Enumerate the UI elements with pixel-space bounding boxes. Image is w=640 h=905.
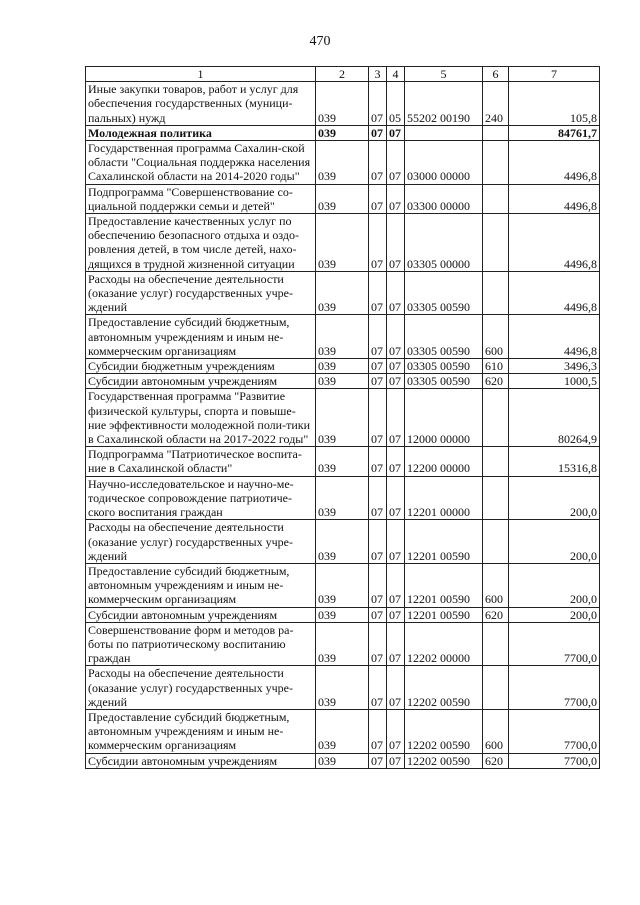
expense-type-cell [483,520,509,564]
subsection-code-cell: 07 [387,607,405,622]
expense-type-cell: 600 [483,315,509,359]
chapter-code-cell: 039 [316,271,369,315]
chapter-code-cell: 039 [316,666,369,710]
row-name-cell: Предоставление субсидий бюджетным, автономным учреждениям и иным не-коммерческим организациям [86,709,316,753]
table-row [86,214,600,272]
subsection-code-cell: 07 [387,476,405,520]
chapter-code-cell: 039 [316,753,369,768]
row-name-cell: Государственная программа "Развитие физической культуры, спорта и повыше-ние эффективности молодежной поли-тики в Сахалинской области на 2017-2022 годы" [86,389,316,447]
target-article-cell: 12200 00000 [405,447,483,476]
expense-type-cell: 600 [483,563,509,607]
amount-cell: 4496,8 [509,184,600,213]
amount-cell: 7700,0 [509,622,600,666]
target-article-cell: 12201 00590 [405,563,483,607]
target-article-cell: 03300 00000 [405,184,483,213]
expense-type-cell [483,476,509,520]
column-header: 5 [405,67,483,82]
table-row [86,184,600,213]
amount-cell: 7700,0 [509,666,600,710]
amount-cell: 15316,8 [509,447,600,476]
table-row [86,476,600,520]
row-name-cell: Государственная программа Сахалин-ской области "Социальная поддержка населения Сахалинской области на 2014-2020 годы" [86,141,316,185]
expense-type-cell [483,141,509,185]
amount-cell: 7700,0 [509,753,600,768]
subsection-code-cell: 07 [387,709,405,753]
chapter-code-cell: 039 [316,82,369,126]
amount-cell: 200,0 [509,520,600,564]
subsection-code-cell: 07 [387,214,405,272]
expense-type-cell [483,125,509,140]
subsection-code-cell: 07 [387,125,405,140]
chapter-code-cell: 039 [316,315,369,359]
table-row [86,447,600,476]
subsection-code-cell: 07 [387,520,405,564]
subsection-code-cell: 07 [387,374,405,389]
section-code-cell: 07 [369,520,387,564]
section-code-cell: 07 [369,82,387,126]
expense-type-cell [483,666,509,710]
row-name-cell: Субсидии автономным учреждениям [86,753,316,768]
row-name-cell: Подпрограмма "Патриотическое воспита-ние в Сахалинской области" [86,447,316,476]
target-article-cell: 12201 00590 [405,520,483,564]
subsection-code-cell: 07 [387,447,405,476]
chapter-code-cell: 039 [316,520,369,564]
expense-type-cell: 600 [483,709,509,753]
table-header-row [86,67,600,82]
amount-cell: 200,0 [509,607,600,622]
table-row [86,271,600,315]
subsection-code-cell: 07 [387,666,405,710]
amount-cell: 84761,7 [509,125,600,140]
table-row [86,607,600,622]
amount-cell: 200,0 [509,476,600,520]
subsection-code-cell: 07 [387,753,405,768]
target-article-cell: 12201 00590 [405,607,483,622]
row-name-cell: Иные закупки товаров, работ и услуг для обеспечения государственных (муници-пальных) нужд [86,82,316,126]
column-header: 4 [387,67,405,82]
section-code-cell: 07 [369,622,387,666]
row-name-cell: Молодежная политика [86,125,316,140]
amount-cell: 7700,0 [509,709,600,753]
table-row [86,520,600,564]
amount-cell: 4496,8 [509,315,600,359]
amount-cell: 200,0 [509,563,600,607]
column-header: 2 [316,67,369,82]
subsection-code-cell: 07 [387,563,405,607]
subsection-code-cell: 07 [387,389,405,447]
expense-type-cell: 620 [483,607,509,622]
chapter-code-cell: 039 [316,184,369,213]
table-row [86,359,600,374]
section-code-cell: 07 [369,753,387,768]
chapter-code-cell: 039 [316,125,369,140]
chapter-code-cell: 039 [316,622,369,666]
amount-cell: 80264,9 [509,389,600,447]
amount-cell: 4496,8 [509,271,600,315]
table-row [86,82,600,126]
amount-cell: 4496,8 [509,141,600,185]
subsection-code-cell: 07 [387,184,405,213]
subsection-code-cell: 07 [387,315,405,359]
row-name-cell: Расходы на обеспечение деятельности (оказание услуг) государственных учре-ждений [86,271,316,315]
expense-type-cell [483,389,509,447]
section-code-cell: 07 [369,607,387,622]
section-code-cell: 07 [369,359,387,374]
expense-type-cell [483,271,509,315]
expense-type-cell [483,184,509,213]
page-number: 470 [309,34,331,49]
expense-type-cell [483,214,509,272]
section-code-cell: 07 [369,447,387,476]
target-article-cell: 12202 00000 [405,622,483,666]
column-header: 6 [483,67,509,82]
section-code-cell: 07 [369,374,387,389]
target-article-cell: 12202 00590 [405,666,483,710]
amount-cell: 105,8 [509,82,600,126]
table-row [86,374,600,389]
target-article-cell: 03305 00590 [405,315,483,359]
target-article-cell: 12202 00590 [405,753,483,768]
target-article-cell: 12202 00590 [405,709,483,753]
amount-cell: 4496,8 [509,214,600,272]
table-row [86,125,600,140]
section-code-cell: 07 [369,389,387,447]
chapter-code-cell: 039 [316,563,369,607]
subsection-code-cell: 05 [387,82,405,126]
table-row [86,622,600,666]
section-code-cell: 07 [369,315,387,359]
expense-type-cell [483,622,509,666]
column-header: 1 [86,67,316,82]
row-name-cell: Субсидии автономным учреждениям [86,374,316,389]
target-article-cell: 03305 00590 [405,374,483,389]
chapter-code-cell: 039 [316,476,369,520]
chapter-code-cell: 039 [316,141,369,185]
expense-type-cell: 240 [483,82,509,126]
target-article-cell: 03305 00590 [405,359,483,374]
row-name-cell: Субсидии автономным учреждениям [86,607,316,622]
chapter-code-cell: 039 [316,389,369,447]
expense-type-cell [483,447,509,476]
chapter-code-cell: 039 [316,374,369,389]
chapter-code-cell: 039 [316,359,369,374]
column-header: 3 [369,67,387,82]
table-row [86,753,600,768]
section-code-cell: 07 [369,141,387,185]
section-code-cell: 07 [369,184,387,213]
row-name-cell: Субсидии бюджетным учреждениям [86,359,316,374]
row-name-cell: Совершенствование форм и методов ра-боты по патриотическому воспитанию граждан [86,622,316,666]
section-code-cell: 07 [369,476,387,520]
section-code-cell: 07 [369,563,387,607]
section-code-cell: 07 [369,709,387,753]
section-code-cell: 07 [369,666,387,710]
section-code-cell: 07 [369,125,387,140]
row-name-cell: Предоставление субсидий бюджетным, автономным учреждениям и иным не-коммерческим организациям [86,315,316,359]
target-article-cell [405,125,483,140]
chapter-code-cell: 039 [316,607,369,622]
budget-table [85,66,600,769]
table-row [86,315,600,359]
chapter-code-cell: 039 [316,709,369,753]
subsection-code-cell: 07 [387,622,405,666]
target-article-cell: 12201 00000 [405,476,483,520]
amount-cell: 1000,5 [509,374,600,389]
section-code-cell: 07 [369,214,387,272]
table-row [86,563,600,607]
table-row [86,389,600,447]
row-name-cell: Предоставление субсидий бюджетным, автономным учреждениям и иным не-коммерческим организациям [86,563,316,607]
target-article-cell: 03305 00000 [405,214,483,272]
expense-type-cell: 620 [483,753,509,768]
subsection-code-cell: 07 [387,271,405,315]
subsection-code-cell: 07 [387,359,405,374]
target-article-cell: 03305 00590 [405,271,483,315]
target-article-cell: 03000 00000 [405,141,483,185]
target-article-cell: 12000 00000 [405,389,483,447]
chapter-code-cell: 039 [316,214,369,272]
table-row [86,709,600,753]
row-name-cell: Подпрограмма "Совершенствование со-циальной поддержки семьи и детей" [86,184,316,213]
table-row [86,666,600,710]
target-article-cell: 55202 00190 [405,82,483,126]
row-name-cell: Расходы на обеспечение деятельности (оказание услуг) государственных учре-ждений [86,520,316,564]
row-name-cell: Расходы на обеспечение деятельности (оказание услуг) государственных учре-ждений [86,666,316,710]
row-name-cell: Предоставление качественных услуг по обеспечению безопасного отдыха и оздо-ровления детей, в том числе детей, нахо-дящихся в трудной жизненной ситуации [86,214,316,272]
column-header: 7 [509,67,600,82]
expense-type-cell: 610 [483,359,509,374]
amount-cell: 3496,3 [509,359,600,374]
expense-type-cell: 620 [483,374,509,389]
row-name-cell: Научно-исследовательское и научно-ме-тодическое сопровождение патриотиче-ского воспитания граждан [86,476,316,520]
subsection-code-cell: 07 [387,141,405,185]
table-row [86,141,600,185]
chapter-code-cell: 039 [316,447,369,476]
section-code-cell: 07 [369,271,387,315]
